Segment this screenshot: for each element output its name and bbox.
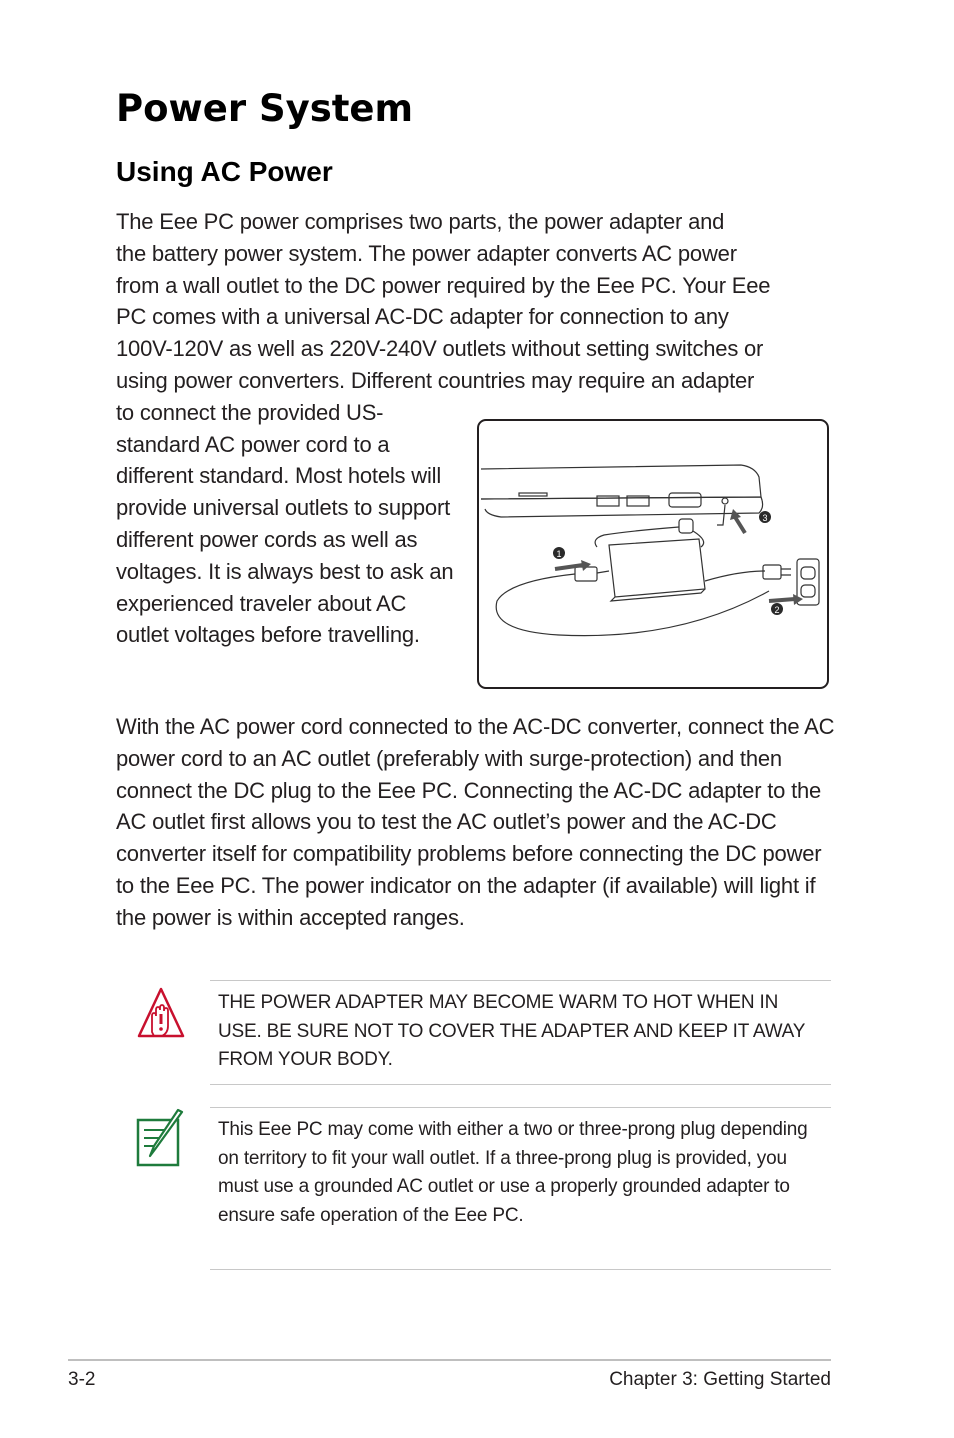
warning-hand-icon [136,986,186,1049]
note-pencil-icon [136,1108,186,1173]
step-3-label: 3 [762,513,768,523]
vga-port [669,493,701,507]
footer-divider [68,1359,831,1361]
connection-illustration [479,421,827,687]
intro-line: the battery power system. The power adapter converts AC power [116,240,737,266]
warning-note [210,980,831,1085]
intro-line: 100V-120V as well as 220V-240V outlets without setting switches or [116,336,764,362]
note-text: This Eee PC may come with either a two or three-prong plug depending on territory to fit your wall outlet. If a three-prong plug is provided, you must use a grounded AC outlet or use a properly grounded adapter to ensure safe operation of the Eee PC. [218,1119,808,1227]
intro-line: The Eee PC power comprises two parts, the power adapter and [116,209,725,234]
section-title: Using AC Power [116,156,333,187]
ac-power-connection-figure [477,419,829,689]
intro-line: from a wall outlet to the DC power required by the Eee PC. Your Eee [116,272,771,298]
wall-plug [763,565,781,579]
connection-paragraph: With the AC power cord connected to the AC-DC converter, connect the AC power cord to an AC outlet (preferably with surge-protection) and then connect the DC plug to the Eee PC. Connecting the AC-DC adapter to the AC outlet first allows you to test the AC outlet’s power and the AC-DC converter itself for compatibility problems before connecting the DC power to the Eee PC. The power indicator on the adapter (if available) will light if the power is within accepted ranges. [116,714,835,930]
ac-cord-plug [575,567,597,581]
dc-in-port [722,498,728,504]
power-adapter [609,539,705,597]
intro-line: PC comes with a universal AC-DC adapter for connection to any [116,304,729,330]
chapter-label: Chapter 3: Getting Started [609,1369,831,1390]
step-1-label: 1 [556,549,562,559]
laptop-lid [481,465,761,499]
warning-text: THE POWER ADAPTER MAY BECOME WARM TO HOT WHEN IN USE. BE SURE NOT TO COVER THE ADAPTER AND KEEP IT AWAY FROM YOUR BODY. [218,992,805,1071]
intro-wrapped-text: to connect the provided US-standard AC power cord to a different standard. Most hotels will provide universal outlets to support different power cords as well as voltages. It is always best to ask an experienced traveler about AC outlet voltages before travelling. [116,399,454,648]
page-title: Power System [116,87,414,130]
intro-line: using power converters. Different countries may require an adapter [116,367,755,393]
info-note [210,1107,831,1270]
card-slot [519,493,547,496]
laptop-body [481,497,763,517]
step-2-label: 2 [774,605,780,615]
dc-plug [679,519,693,533]
page-number: 3-2 [68,1369,96,1390]
